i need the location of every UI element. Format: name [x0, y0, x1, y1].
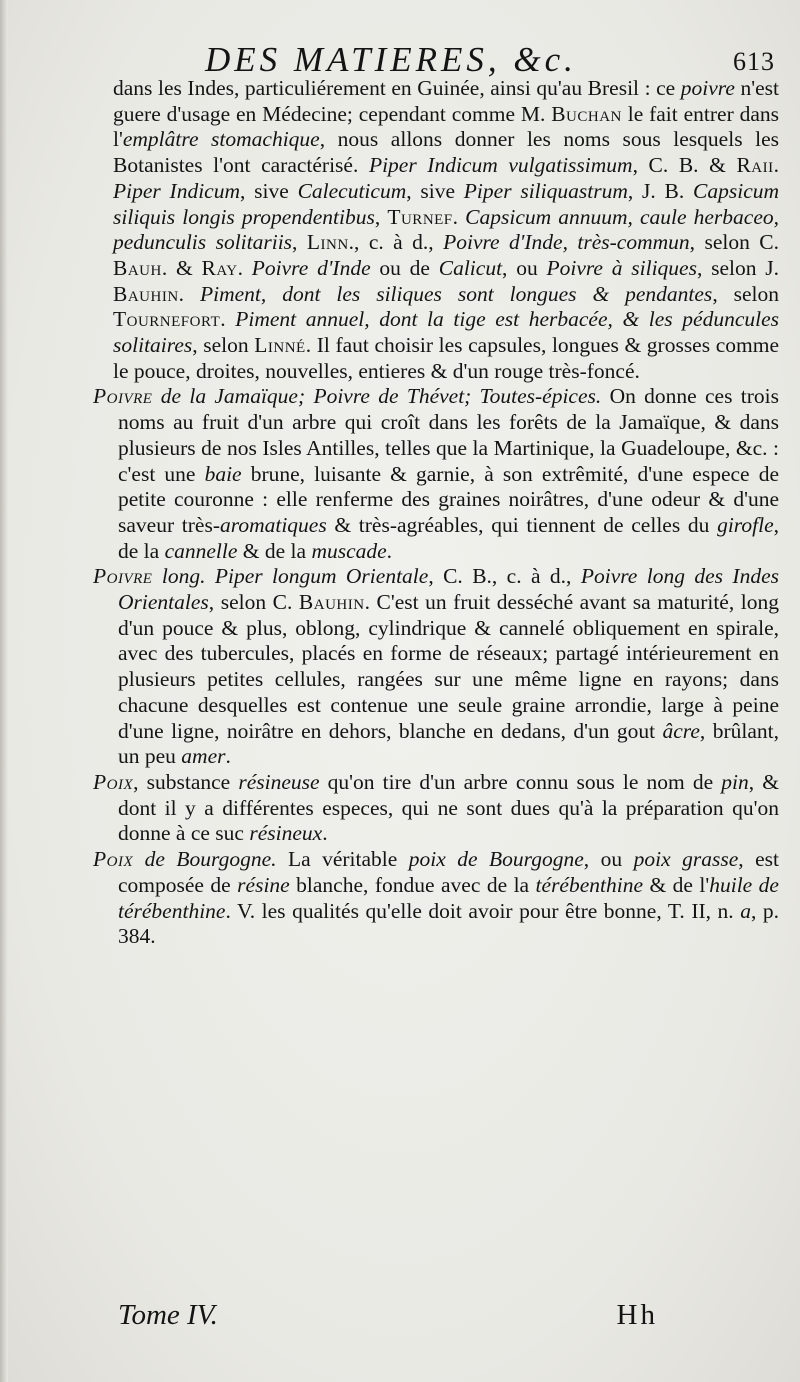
text-run: . — [773, 153, 779, 178]
text-run: , ou — [502, 255, 547, 280]
text-run: le fait entrer dans l' — [113, 101, 779, 152]
text-run: , selon C. — [689, 230, 779, 255]
italic-run: emplâtre stomachique — [122, 127, 320, 152]
text-run: . V. les qualités qu'elle doit avoir pour être bonne, T. II, n. — [225, 898, 741, 923]
entry-headword: Poivre — [93, 384, 153, 409]
italic-run: aromatiques — [220, 512, 327, 537]
italic-run: baie — [204, 461, 242, 486]
italic-run: Poivre d'Inde, très-commun — [443, 230, 690, 255]
text-run: , est composée de — [118, 847, 779, 897]
italic-run: Piper siliquastrum — [463, 178, 628, 203]
text-run: . — [386, 538, 393, 563]
text-run: , nous allons donner les noms sous lesquels les Botanistes l'ont caractérisé. — [113, 127, 779, 178]
italic-run: résineuse — [238, 769, 320, 794]
italic-run: Poivre d'Inde — [251, 255, 371, 280]
italic-run: huile de térébenthine — [118, 872, 779, 923]
smallcaps-run: Bauh — [113, 255, 162, 280]
text-run: , selon — [192, 333, 255, 358]
italic-run: muscade — [311, 538, 387, 563]
italic-run: Capsicum annuum, caule herbaceo, pedunculis solitariis — [113, 204, 780, 255]
text-run: dans les Indes, particuliérement en Guinée, ainsi qu'au Bresil : ce — [113, 76, 681, 100]
page-number: 613 — [733, 47, 775, 76]
smallcaps-run: Linn — [306, 230, 349, 255]
text-run: blanche, fondue avec de la — [289, 872, 536, 897]
italic-run: Calecuticum — [297, 178, 407, 203]
text-run: , sive — [240, 178, 298, 203]
italic-run: Piper Indicum — [113, 178, 240, 203]
text-run: . — [237, 255, 252, 280]
text-run: ou de — [370, 255, 439, 280]
text-run: qu'on tire d'un arbre connu sous le nom de — [319, 769, 722, 794]
text-run: , C. B. & — [632, 153, 737, 178]
italic-run: Poivre long des Indes Orientales — [118, 564, 779, 615]
italic-run: pin — [721, 769, 749, 794]
text-run: , C. B., c. à d., — [428, 564, 581, 589]
italic-run: Piment, dont les siliques sont longues & pendantes — [200, 281, 713, 306]
text-run: , sive — [406, 178, 464, 203]
italic-run: amer — [181, 744, 226, 769]
text-run: , — [292, 230, 307, 255]
italic-run: térébenthine — [535, 872, 644, 897]
text-run: La véritable — [276, 847, 409, 872]
smallcaps-run: Raii — [736, 153, 774, 178]
smallcaps-run: Linné — [254, 333, 306, 358]
text-run: . — [322, 821, 328, 846]
text-run: . — [178, 281, 200, 306]
italic-run: poix de Bourgogne — [408, 847, 584, 872]
italic-run: a — [740, 898, 751, 923]
italic-run: Capsicum siliquis longis propendentibus — [113, 178, 780, 229]
italic-run: cannelle — [164, 538, 238, 563]
text-run: , brûlant, un peu — [118, 718, 779, 769]
italic-run: Calicut — [438, 255, 503, 280]
smallcaps-run: Bauhin — [298, 590, 365, 615]
text-run: , — [374, 204, 388, 229]
text-run: & de l' — [643, 872, 710, 897]
text-run: . C'est un fruit desséché avant sa maturité, long d'un pouce & plus, oblong, cylindrique & cannelé obliquement en spirale, avec des tubercules, placés en forme de réseaux; partagé intérieurement en plusieurs petites cellules, rangées sur une même ligne en rayons; dans chacune desquelles est contenue une seule graine arrondie, large à peine d'une ligne, noirâtre en dehors, blanche en dedans, d'un gout — [118, 590, 779, 743]
text-run: , selon J. — [696, 255, 780, 280]
text-run: , de la — [118, 512, 779, 563]
smallcaps-run: Bauhin — [113, 281, 179, 306]
text-run: ., c. à d., — [348, 230, 444, 255]
page-footer — [118, 1299, 658, 1339]
text-run: , p. 384. — [118, 898, 780, 949]
smallcaps-run: Ray — [201, 255, 238, 280]
text-run: . & — [161, 255, 202, 280]
entry-continuation — [113, 76, 779, 384]
text-run: . Il faut choisir les capsules, longues & grosses comme le pouce, droites, nouvelles, entieres & d'un rouge très-foncé. — [113, 333, 779, 383]
text-run: brune, luisante & garnie, à son extrêmité, d'une espece de petite couronne : elle renferme des graines noirâtres, d'une odeur & d'une saveur très- — [118, 461, 779, 537]
text-run: On donne ces trois noms au fruit d'un arbre qui croît dans les forêts de la Jamaïque, & dans plusieurs de nos Isles Antilles, telles que la Martinique, la Guadeloupe, &c. : c'est une — [118, 384, 779, 486]
text-run: , substance — [133, 769, 239, 794]
entry-poivre-jamaique — [93, 384, 779, 564]
italic-run: poivre — [680, 76, 735, 100]
italic-run: résine — [237, 872, 290, 897]
italic-run: long. Piper longum Orientale — [152, 564, 429, 589]
italic-run: Piper Indicum vulgatissimum — [368, 153, 633, 178]
italic-run: de la Jamaïque; Poivre de Thévet; Toutes-épices. — [152, 384, 602, 409]
entry-poix-bourgogne — [93, 847, 779, 950]
running-title: DES MATIERES, &c. — [205, 40, 577, 79]
italic-run: âcre — [662, 718, 700, 743]
text-run: . — [220, 307, 236, 332]
entry-headword: Poix — [93, 847, 134, 872]
text-run: . — [225, 744, 231, 769]
text-run: . — [452, 204, 466, 229]
text-run: , & dont il y a différentes especes, qui ne sont dues qu'à la préparation qu'on donne à ce suc — [118, 769, 779, 846]
italic-run: de Bourgogne. — [133, 847, 277, 872]
text-run: , ou — [583, 847, 634, 872]
volume-label: Tome IV. — [118, 1299, 218, 1331]
italic-run: poix grasse — [633, 847, 739, 872]
index-body — [93, 76, 779, 950]
text-run: , selon — [712, 281, 780, 306]
entry-headword: Poivre — [93, 564, 153, 589]
page-edge — [0, 0, 8, 1382]
italic-run: résineux — [249, 821, 323, 846]
italic-run: Poivre à siliques — [546, 255, 697, 280]
text-run: & très-agréables, qui tiennent de celles du — [326, 512, 718, 537]
text-run: & de la — [237, 538, 312, 563]
italic-run: Piment annuel, dont la tige est herbacée, & les péduncules solitaires — [113, 307, 779, 358]
entry-poivre-long — [93, 564, 779, 770]
smallcaps-run: Tournefort — [113, 307, 221, 332]
entry-headword: Poix — [93, 769, 134, 794]
italic-run: girofle — [717, 512, 774, 537]
entry-poix — [93, 770, 779, 847]
text-run: , J. B. — [627, 178, 694, 203]
text-run: n'est guere d'usage en Médecine; cependant comme M. — [113, 76, 779, 126]
text-run: , selon C. — [208, 590, 299, 615]
signature-mark: Hh — [616, 1299, 658, 1331]
smallcaps-run: Turnef — [387, 204, 453, 229]
smallcaps-run: Buchan — [551, 101, 622, 126]
